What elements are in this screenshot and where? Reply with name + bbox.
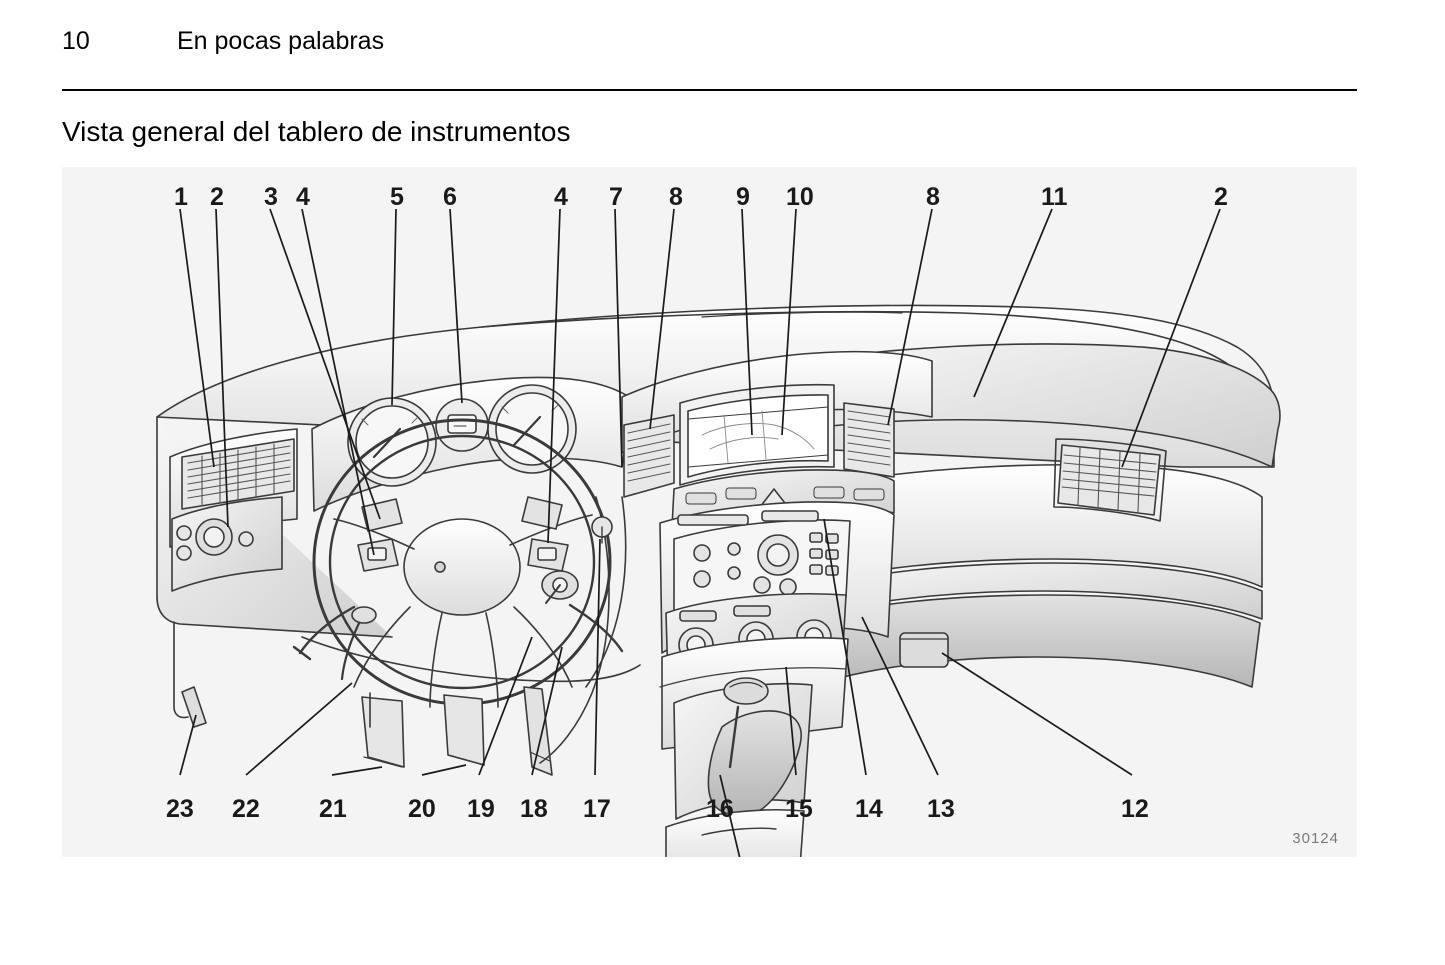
callout-8b: 8 (926, 183, 940, 211)
callout-16: 16 (706, 795, 734, 823)
callout-15: 15 (785, 795, 813, 823)
page-number: 10 (62, 27, 90, 55)
callout-10: 10 (786, 183, 814, 211)
header-divider (62, 89, 1357, 91)
callout-17: 17 (583, 795, 611, 823)
callout-14: 14 (855, 795, 883, 823)
callout-7: 7 (609, 183, 623, 211)
page-header (62, 26, 1357, 72)
callout-2b: 2 (1214, 183, 1228, 211)
dashboard-illustration (62, 167, 1357, 857)
callout-6: 6 (443, 183, 457, 211)
callout-23: 23 (166, 795, 194, 823)
callout-12: 12 (1121, 795, 1149, 823)
callout-3: 3 (264, 183, 278, 211)
chapter-title: En pocas palabras (177, 27, 385, 55)
callout-4b: 4 (554, 183, 568, 211)
callout-13: 13 (927, 795, 955, 823)
callout-22: 22 (232, 795, 260, 823)
dashboard-figure (62, 167, 1357, 857)
callout-19: 19 (467, 795, 495, 823)
callout-18: 18 (520, 795, 548, 823)
callout-21: 21 (319, 795, 347, 823)
callout-4: 4 (296, 183, 310, 211)
callout-5: 5 (390, 183, 404, 211)
figure-id: 30124 (1292, 830, 1339, 847)
callout-2: 2 (210, 183, 224, 211)
callout-20: 20 (408, 795, 436, 823)
callout-9: 9 (736, 183, 750, 211)
section-title: Vista general del tablero de instrumentos (62, 116, 571, 147)
callout-1: 1 (174, 183, 188, 211)
callout-11: 11 (1041, 183, 1068, 211)
callout-8: 8 (669, 183, 683, 211)
